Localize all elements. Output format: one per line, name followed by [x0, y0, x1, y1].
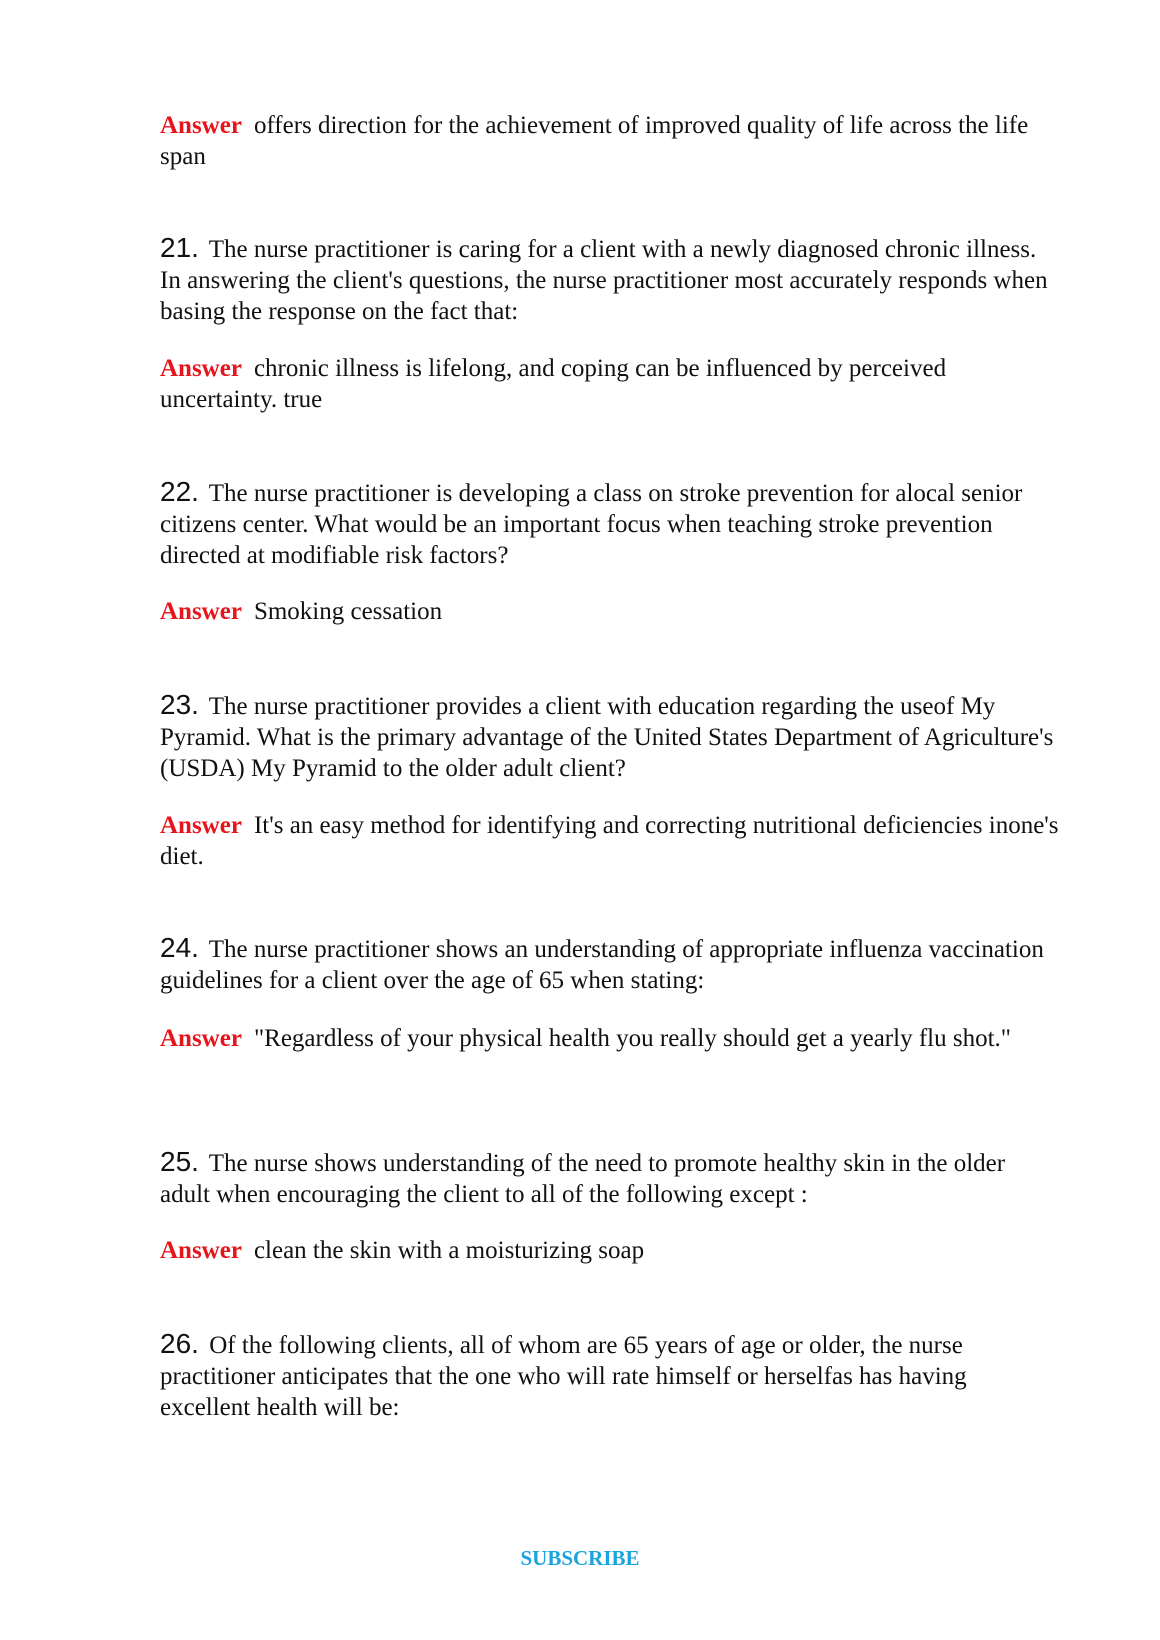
answer-24 — [160, 1023, 1060, 1054]
answer-text: Smoking cessation — [253, 598, 443, 625]
question-text: The nurse practitioner is caring for a client with a newly diagnosed chronic illness. In answering the client's questions, the nurse practitioner most accurately responds when basing the response on the fact that: — [160, 236, 1048, 325]
question-text: The nurse practitioner is developing a class on stroke prevention for alocal senior citizens center. What would be an important focus when teaching stroke prevention directed at modifiable risk factors? — [160, 480, 1023, 569]
question-26 — [160, 1328, 1060, 1423]
question-number: 23. — [160, 689, 199, 720]
answer-21 — [160, 353, 1060, 415]
question-23 — [160, 689, 1060, 784]
answer-label: Answer — [160, 598, 242, 625]
answer-text: chronic illness is lifelong, and coping can be influenced by perceived uncertainty. true — [160, 355, 947, 413]
question-number: 25. — [160, 1146, 199, 1177]
answer-text: "Regardless of your physical health you really should get a yearly flu shot." — [253, 1025, 1011, 1052]
question-text: The nurse shows understanding of the need to promote healthy skin in the older adult when encouraging the client to all of the following except : — [160, 1150, 1006, 1208]
question-25 — [160, 1146, 1060, 1210]
answer-22 — [160, 596, 1060, 627]
answer-label: Answer — [160, 112, 242, 139]
answer-label: Answer — [160, 812, 242, 839]
question-21 — [160, 232, 1060, 327]
answer-text: offers direction for the achievement of improved quality of life across the life span — [160, 112, 1029, 170]
answer-text: It's an easy method for identifying and correcting nutritional deficiencies inone's diet. — [160, 812, 1059, 870]
question-22 — [160, 476, 1060, 571]
question-24 — [160, 932, 1060, 996]
question-number: 26. — [160, 1328, 199, 1359]
answer-23 — [160, 810, 1060, 872]
question-text: The nurse practitioner shows an understanding of appropriate influenza vaccination guidelines for a client over the age of 65 when stating: — [160, 936, 1044, 994]
answer-label: Answer — [160, 1237, 242, 1264]
answer-text: clean the skin with a moisturizing soap — [253, 1237, 645, 1264]
question-number: 24. — [160, 932, 199, 963]
answer-label: Answer — [160, 355, 242, 382]
question-number: 21. — [160, 232, 199, 263]
question-text: Of the following clients, all of whom are 65 years of age or older, the nurse practitioner anticipates that the one who will rate himself or herselfas has having excellent health will be: — [160, 1332, 967, 1421]
intro-answer — [160, 110, 1060, 172]
question-number: 22. — [160, 476, 199, 507]
question-text: The nurse practitioner provides a client with education regarding the useof My Pyramid. What is the primary advantage of the United States Department of Agriculture's (USDA) My Pyramid to the older adult client? — [160, 693, 1054, 782]
answer-25 — [160, 1235, 1060, 1266]
answer-label: Answer — [160, 1025, 242, 1052]
subscribe-link[interactable]: SUBSCRIBE — [520, 1546, 640, 1570]
